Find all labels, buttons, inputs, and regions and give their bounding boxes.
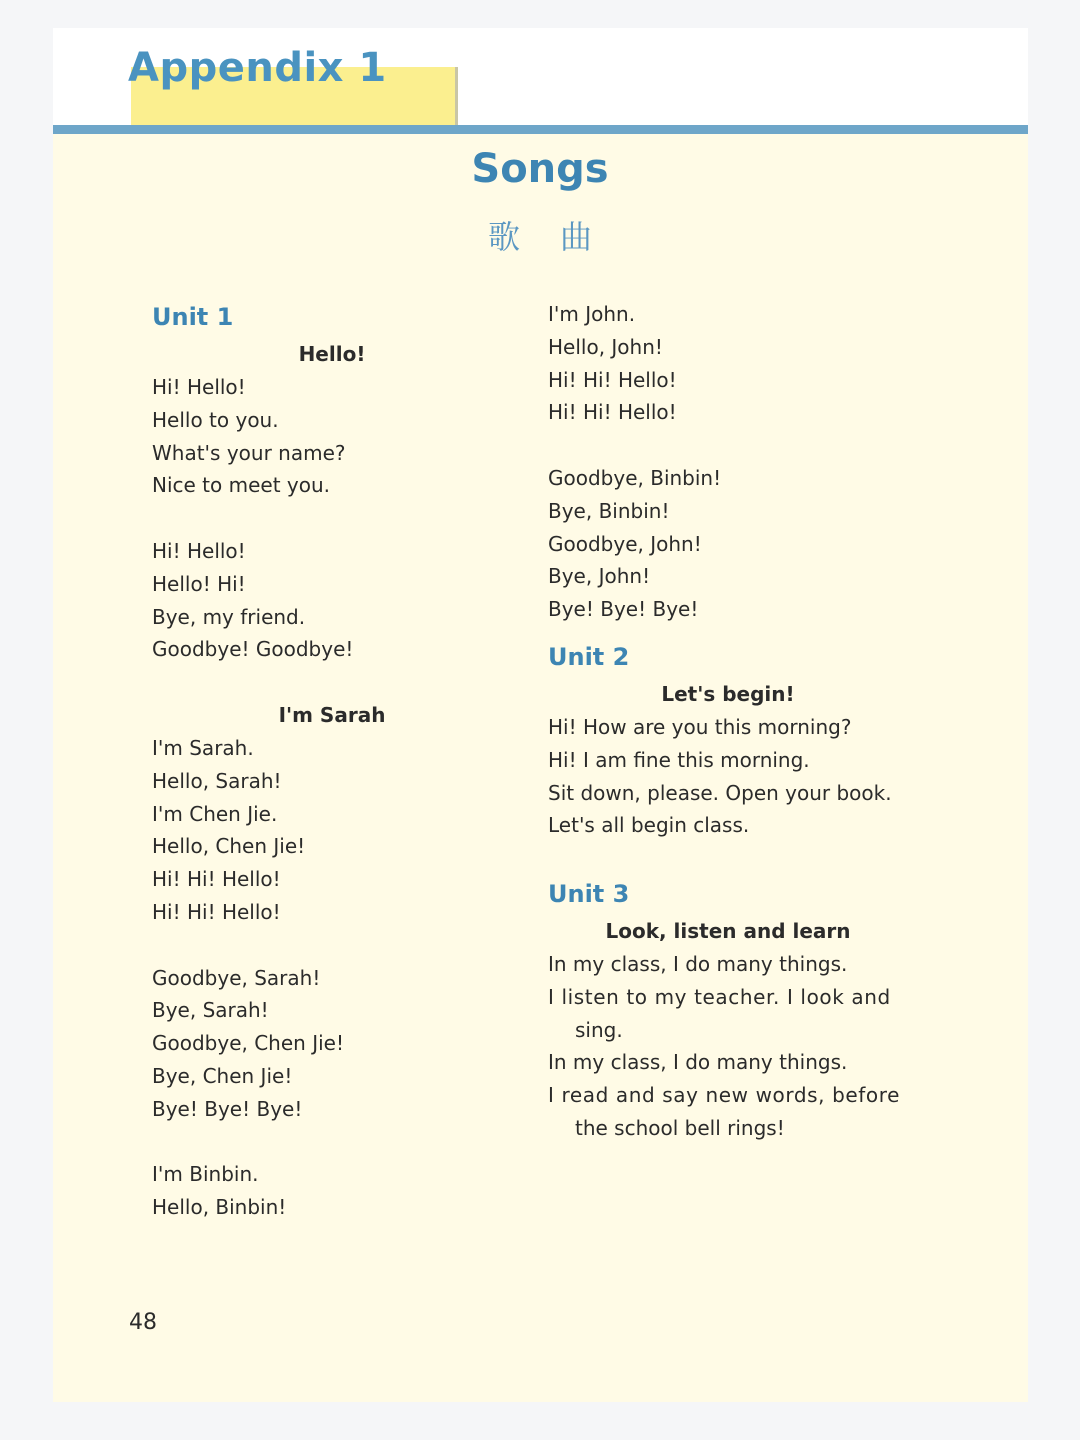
lyric-line: I'm Sarah. (152, 735, 254, 760)
lyric-line: I listen to my teacher. I look and (548, 984, 891, 1009)
section-gap (548, 626, 908, 638)
verse-gap (152, 1126, 512, 1159)
lyric-line: Hello, Chen Jie! (152, 834, 306, 859)
lyric-line: Bye, my friend. (152, 604, 306, 629)
appendix-label: Appendix 1 (128, 45, 387, 91)
song-title-im-sarah: I'm Sarah (278, 702, 386, 727)
song-title-hello: Hello! (298, 342, 366, 366)
lyric-line: Bye, Chen Jie! (152, 1063, 293, 1088)
lyric-line: Goodbye! Goodbye! (152, 637, 354, 662)
song-title-look-listen-learn: Look, listen and learn (605, 918, 851, 943)
section-gap (548, 842, 908, 875)
lyric-line: Bye, Binbin! (548, 498, 670, 523)
lyric-line: Hello, John! (548, 334, 663, 359)
lyric-line: Bye! Bye! Bye! (152, 1096, 303, 1121)
lyric-line: Hi! How are you this morning? (548, 714, 852, 739)
lyric-line: Hi! Hi! Hello! (548, 367, 677, 392)
lyric-line: Bye! Bye! Bye! (548, 597, 699, 622)
lyric-line-continued: sing. (575, 1017, 623, 1042)
lyric-line: Hi! I am fine this morning. (548, 747, 810, 772)
lyric-line: I'm John. (548, 302, 636, 326)
lyric-line: I'm Binbin. (152, 1162, 259, 1187)
lyric-line: Bye, John! (548, 564, 651, 589)
song-title-lets-begin: Let's begin! (661, 681, 795, 706)
lyric-line: Hi! Hello! (152, 375, 246, 399)
lyric-line: Nice to meet you. (152, 473, 331, 498)
lyric-line: Sit down, please. Open your book. (548, 780, 892, 805)
lyric-line: Hi! Hello! (152, 538, 246, 563)
lyric-line: Hi! Hi! Hello! (152, 899, 281, 924)
lyric-line: I'm Chen Jie. (152, 801, 278, 826)
lyric-line: Hi! Hi! Hello! (548, 400, 677, 425)
lyric-line: Goodbye, Chen Jie! (152, 1031, 344, 1056)
unit1-title: Unit 1 (152, 303, 234, 331)
unit2-title: Unit 2 (548, 642, 630, 671)
lyric-line: In my class, I do many things. (548, 1050, 848, 1075)
page-title: Songs (471, 146, 609, 192)
lyric-line: Goodbye, Binbin! (548, 465, 722, 490)
lyric-line: Goodbye, John! (548, 531, 702, 556)
lyric-line: Hello to you. (152, 407, 279, 432)
lyric-line: What's your name? (152, 440, 346, 465)
lyric-line: Bye, Sarah! (152, 998, 269, 1023)
lyric-line: I read and say new words, before (548, 1083, 901, 1108)
lyric-line: Hi! Hi! Hello! (152, 867, 281, 892)
left-column (152, 298, 512, 1224)
right-column (548, 298, 908, 1145)
lyric-line: Hello, Sarah! (152, 768, 282, 793)
lyric-line: In my class, I do many things. (548, 951, 848, 976)
verse-gap (548, 429, 908, 462)
page-number: 48 (129, 1310, 157, 1335)
verse-gap (152, 502, 512, 535)
verse-gap (152, 666, 512, 699)
unit3-title: Unit 3 (548, 879, 630, 908)
lyric-line: Hello! Hi! (152, 571, 246, 596)
lyric-line-continued: the school bell rings! (575, 1115, 785, 1140)
page-subtitle: 歌曲 (487, 218, 632, 256)
header-rule (53, 125, 1028, 134)
lyric-line: Let's all begin class. (548, 813, 750, 838)
verse-gap (152, 929, 512, 962)
lyric-line: Goodbye, Sarah! (152, 965, 321, 990)
lyric-line: Hello, Binbin! (152, 1195, 287, 1220)
